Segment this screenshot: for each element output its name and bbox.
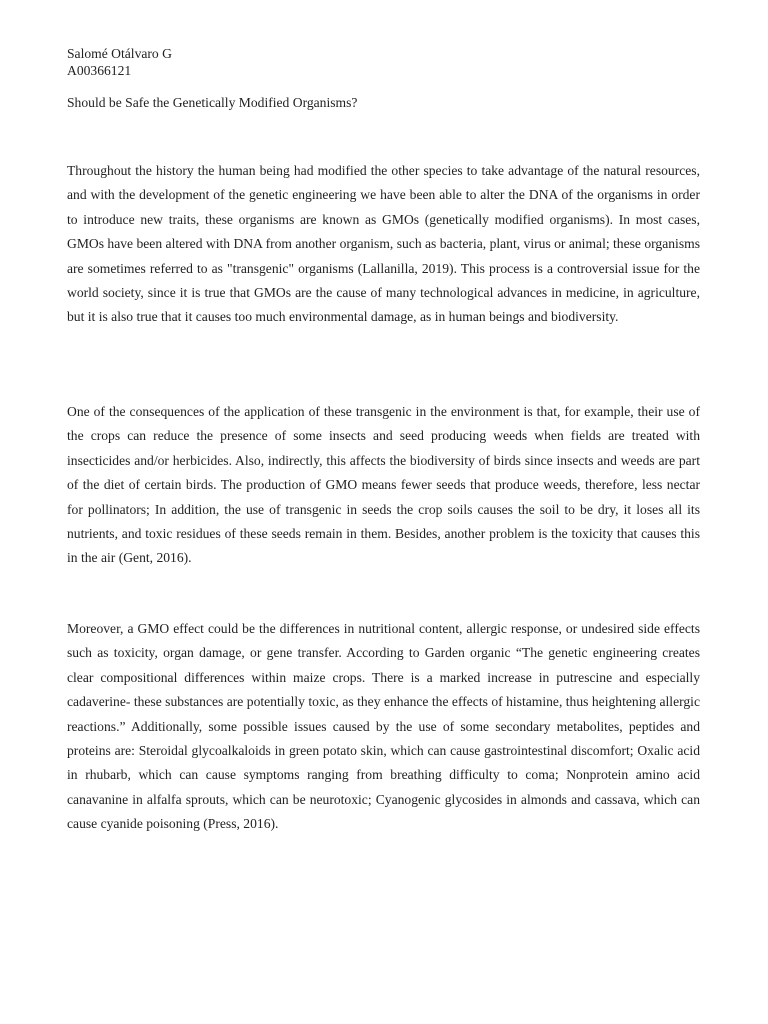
essay-title: Should be Safe the Genetically Modified Organisms? <box>67 95 358 110</box>
paragraph-2: One of the consequences of the application of these transgenic in the environment is that, for example, their use of the crops can reduce the presence of some insects and seed producing weeds when fields are treated with insecticides and/or herbicides. Also, indirectly, this affects the biodiversity of birds since insects and weeds are part of the diet of certain birds. The production of GMO means fewer seeds that produce weeds, therefore, less nectar for pollinators; In addition, the use of transgenic in seeds the crop soils causes the soil to be dry, it loses all its nutrients, and toxic residues of these seeds remain in them. Besides, another problem is the toxicity that causes this in the air (Gent, 2016). <box>67 404 700 566</box>
document-header <box>67 45 707 79</box>
student-id: A00366121 <box>67 63 132 78</box>
paragraph-3: Moreover, a GMO effect could be the differences in nutritional content, allergic response, or undesired side effects such as toxicity, organ damage, or gene transfer. According to Garden organic “The genetic engineering creates clear compositional differences within maize crops. There is a marked increase in putrescine and especially cadaverine- these substances are potentially toxic, as they enhance the effects of histamine, thus heightening allergic reactions.” Additionally, some possible issues caused by the use of some secondary metabolites, peptides and proteins are: Steroidal glycoalkaloids in green potato skin, which can cause gastrointestinal discomfort; Oxalic acid in rhubarb, which can cause symptoms ranging from breathing difficulty to coma; Nonprotein amino acid canavanine in alfalfa sprouts, which can be neurotoxic; Cyanogenic glycosides in almonds and cassava, which can cause cyanide poisoning (Press, 2016). <box>67 621 700 832</box>
paragraph-1: Throughout the history the human being had modified the other species to take advantage of the natural resources, and with the development of the genetic engineering we have been able to alter the DNA of the organisms in order to introduce new traits, these organisms are known as GMOs (genetically modified organisms). In most cases, GMOs have been altered with DNA from another organism, such as bacteria, plant, virus or animal; these organisms are sometimes referred to as "transgenic" organisms (Lallanilla, 2019). This process is a controversial issue for the world society, since it is true that GMOs are the cause of many technological advances in medicine, in agriculture, but it is also true that it causes too much environmental damage, as in human beings and biodiversity. <box>67 163 700 325</box>
author-name: Salomé Otálvaro G <box>67 46 172 61</box>
